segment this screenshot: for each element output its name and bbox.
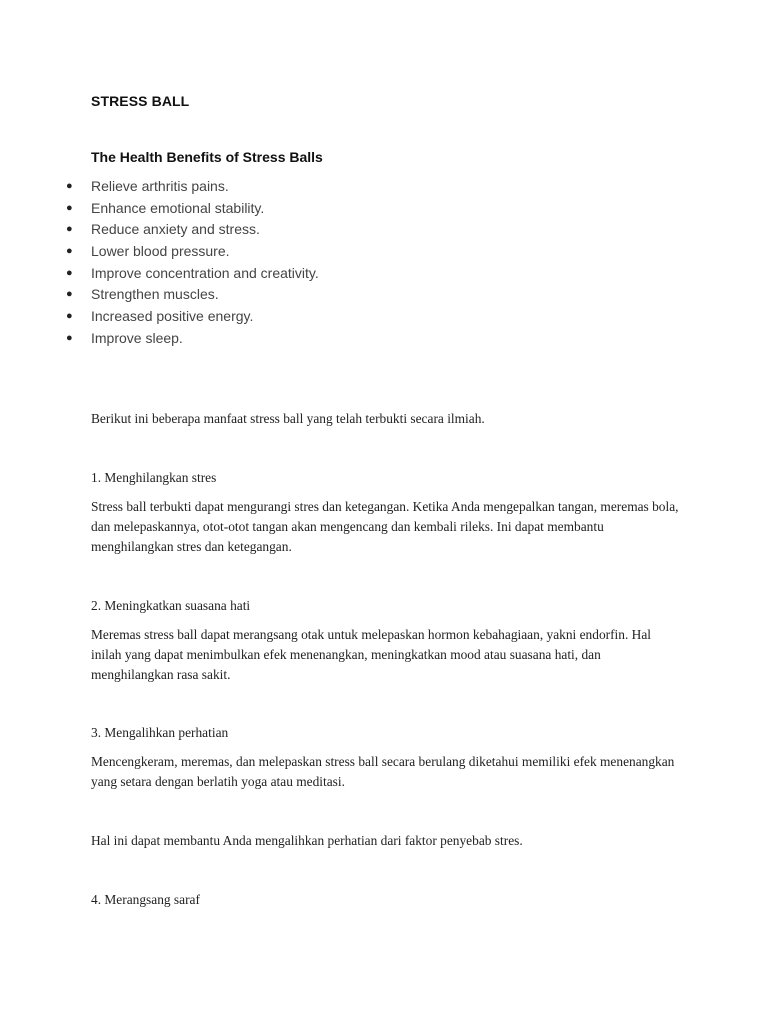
list-item: [66, 176, 319, 198]
benefit-text: Improve concentration and creativity.: [91, 264, 319, 281]
list-item: [66, 306, 319, 328]
benefit-text: Enhance emotional stability.: [91, 199, 265, 216]
benefit-text: Strengthen muscles.: [91, 286, 219, 303]
bullet-icon: ●: [66, 331, 73, 344]
benefit-text: Reduce anxiety and stress.: [91, 221, 260, 238]
bullet-icon: ●: [66, 288, 73, 301]
section-paragraph: Mencengkeram, meremas, dan melepaskan stress ball secara berulang diketahui memiliki efek menenangkan yang setara dengan berlatih yoga atau meditasi.: [91, 754, 675, 789]
section-paragraph: Meremas stress ball dapat merangsang otak untuk melepaskan hormon kebahagiaan, yakni endorfin. Hal inilah yang dapat menimbulkan efek menenangkan, meningkatkan mood atau suasana hati, dan menghilangkan rasa sakit.: [91, 627, 652, 682]
bullet-icon: ●: [66, 180, 73, 192]
list-item: [66, 284, 319, 306]
bullet-icon: ●: [66, 223, 73, 236]
section-paragraph: Hal ini dapat membantu Anda mengalihkan perhatian dari faktor penyebab stres.: [91, 833, 523, 848]
benefit-text: Increased positive energy.: [91, 308, 254, 325]
benefit-text: Improve sleep.: [91, 329, 183, 346]
bullet-icon: ●: [66, 201, 73, 214]
benefit-text: Lower blood pressure.: [91, 243, 230, 260]
list-item: [66, 241, 319, 263]
intro-paragraph: Berikut ini beberapa manfaat stress ball yang telah terbukti secara ilmiah.: [91, 411, 485, 426]
list-item: [66, 219, 319, 241]
document-title: STRESS BALL: [91, 93, 190, 109]
section-heading: 4. Merangsang saraf: [91, 892, 200, 907]
list-item: [66, 263, 319, 285]
section-heading: 1. Menghilangkan stres: [91, 470, 217, 485]
list-item: [66, 328, 319, 350]
section-subtitle: The Health Benefits of Stress Balls: [91, 149, 323, 165]
list-item: [66, 198, 319, 220]
section-heading: 2. Meningkatkan suasana hati: [91, 598, 251, 613]
bullet-icon: ●: [66, 310, 73, 323]
section-heading: 3. Mengalihkan perhatian: [91, 725, 229, 740]
section-paragraph: Stress ball terbukti dapat mengurangi stres dan ketegangan. Ketika Anda mengepalkan tangan, meremas bola, dan melepaskannya, otot-otot tangan akan mengencang dan kembali rileks. Ini dapat membantu menghilangkan stres dan ketegangan.: [91, 499, 679, 554]
benefit-text: Relieve arthritis pains.: [91, 178, 229, 194]
benefits-list: [66, 176, 319, 350]
bullet-icon: ●: [66, 245, 73, 258]
bullet-icon: ●: [66, 266, 73, 279]
